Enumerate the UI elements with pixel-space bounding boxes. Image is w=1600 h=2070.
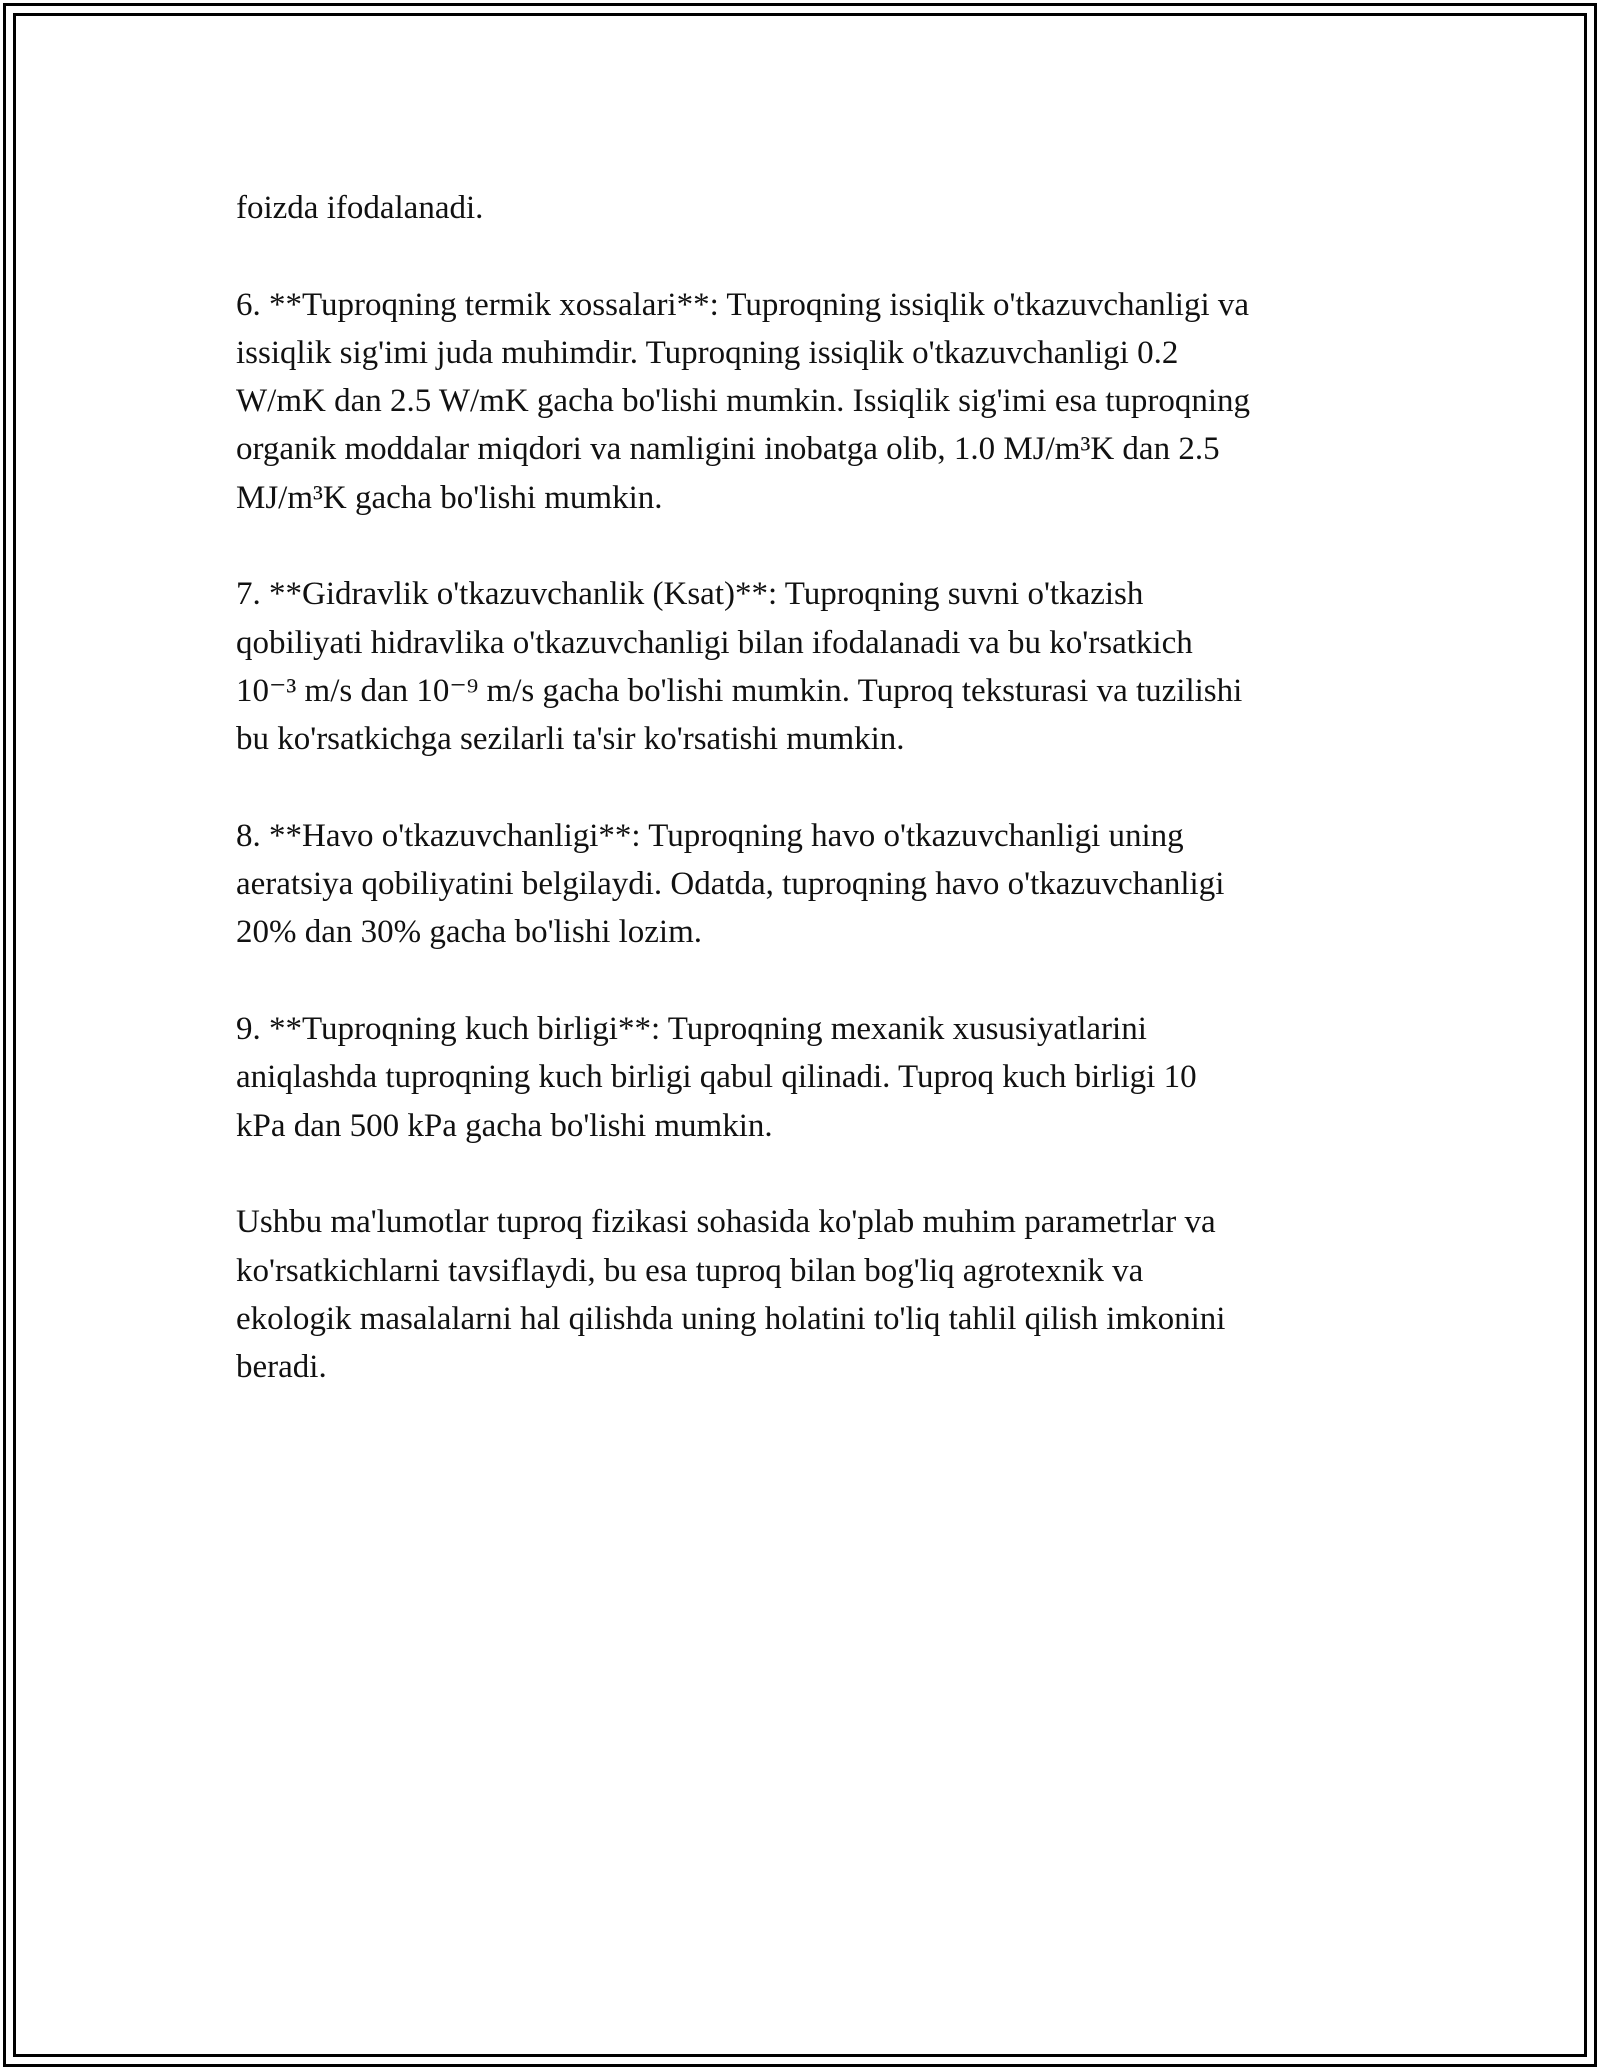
paragraph-continuation: foizda ifodalanadi. [236, 190, 484, 226]
paragraph-conclusion: Ushbu ma'lumotlar tuproq fizikasi sohasida ko'plab muhim parametrlar va ko'rsatkichlarni tavsiflaydi, bu esa tuproq bilan bog'liq agrotexnik va ekologik masalalarni hal qilishda uning holatini to'liq tahlil qilish imkonini beradi. [236, 1204, 1226, 1386]
paragraph-air-permeability: 8. **Havo o'tkazuvchanligi**: Tuproqning havo o'tkazuvchanligi uning aeratsiya qobiliyatini belgilaydi. Odatda, tuproqning havo o'tkazuvchanligi 20% dan 30% gacha bo'lishi lozim. [236, 817, 1225, 951]
paragraph-thermal-properties: 6. **Tuproqning termik xossalari**: Tuproqning issiqlik o'tkazuvchanligi va issiqlik sig'imi juda muhimdir. Tuproqning issiqlik o'tkazuvchanligi 0.2 W/mK dan 2.5 W/mK gacha bo'lishi mumkin. Issiqlik sig'imi esa tuproqning organik moddalar miqdori va namligini inobatga olib, 1.0 MJ/m³K dan 2.5 MJ/m³K gacha bo'lishi mumkin. [236, 286, 1251, 516]
paragraph-soil-strength: 9. **Tuproqning kuch birligi**: Tuproqning mexanik xususiyatlarini aniqlashda tuproqning kuch birligi qabul qilinadi. Tuproq kuch birligi 10 kPa dan 500 kPa gacha bo'lishi mumkin. [236, 1011, 1197, 1144]
paragraph-hydraulic-conductivity: 7. **Gidravlik o'tkazuvchanlik (Ksat)**: Tuproqning suvni o'tkazish qobiliyati hidravlika o'tkazuvchanligi bilan ifodalanadi va bu ko'rsatkich 10⁻³ m/s dan 10⁻⁹ m/s gacha bo'lishi mumkin. Tuproq teksturasi va tuzilishi bu ko'rsatkichga sezilarli ta'sir ko'rsatishi mumkin. [236, 576, 1243, 758]
document-body [236, 184, 1386, 1440]
